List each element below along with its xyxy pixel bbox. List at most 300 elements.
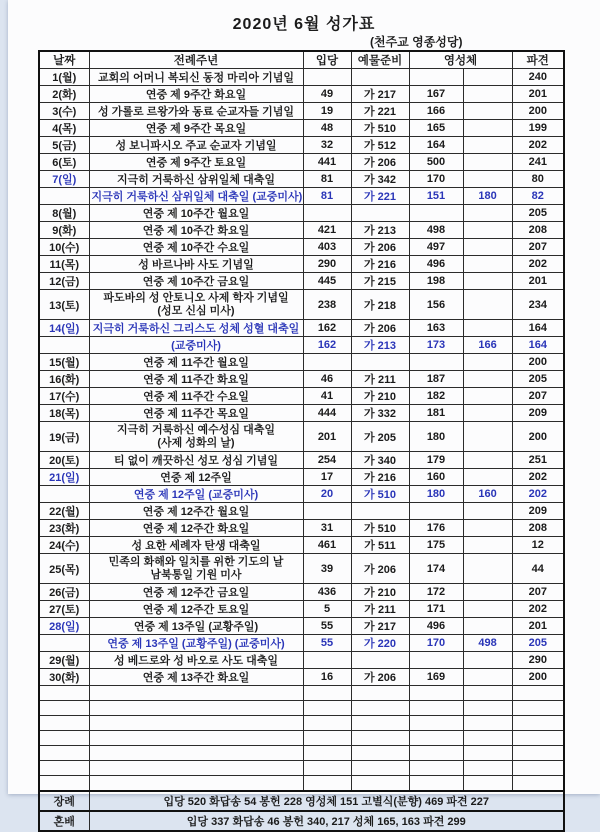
empty-cell bbox=[463, 686, 512, 701]
offertory-cell: 가 205 bbox=[351, 422, 409, 452]
table-row bbox=[39, 137, 564, 154]
communion1-cell: 160 bbox=[409, 469, 463, 486]
empty-cell bbox=[512, 776, 564, 791]
empty-cell bbox=[39, 701, 89, 716]
communion2-cell bbox=[463, 584, 512, 601]
communion1-cell: 181 bbox=[409, 405, 463, 422]
communion1-cell: 176 bbox=[409, 520, 463, 537]
feast-cell: 연중 제 9주간 화요일 bbox=[89, 86, 303, 103]
communion2-cell bbox=[463, 452, 512, 469]
feast-cell bbox=[89, 554, 303, 584]
offertory-cell: 가 342 bbox=[351, 171, 409, 188]
table-row bbox=[39, 635, 564, 652]
table-row bbox=[39, 239, 564, 256]
communion1-cell: 180 bbox=[409, 486, 463, 503]
offertory-cell: 가 221 bbox=[351, 103, 409, 120]
table-row bbox=[39, 337, 564, 354]
dismissal-cell: 200 bbox=[512, 422, 564, 452]
empty-cell bbox=[303, 746, 351, 761]
communion1-cell: 165 bbox=[409, 120, 463, 137]
offertory-cell: 가 210 bbox=[351, 584, 409, 601]
entrance-cell: 49 bbox=[303, 86, 351, 103]
entrance-cell bbox=[303, 354, 351, 371]
date-cell: 22(월) bbox=[39, 503, 89, 520]
dismissal-cell: 201 bbox=[512, 273, 564, 290]
empty-cell bbox=[351, 761, 409, 776]
communion2-cell bbox=[463, 371, 512, 388]
empty-row bbox=[39, 731, 564, 746]
entrance-cell: 55 bbox=[303, 618, 351, 635]
communion1-cell: 151 bbox=[409, 188, 463, 205]
communion1-cell: 170 bbox=[409, 171, 463, 188]
offertory-cell bbox=[351, 503, 409, 520]
empty-cell bbox=[39, 716, 89, 731]
empty-cell bbox=[351, 716, 409, 731]
empty-cell bbox=[512, 731, 564, 746]
communion2-cell bbox=[463, 554, 512, 584]
communion1-cell bbox=[409, 205, 463, 222]
footer-hymn-list: 입당 337 화답송 46 봉헌 340, 217 성체 165, 163 파견 299 bbox=[89, 811, 564, 831]
dismissal-cell: 202 bbox=[512, 256, 564, 273]
entrance-cell: 162 bbox=[303, 320, 351, 337]
table-row bbox=[39, 554, 564, 584]
date-cell: 7(일) bbox=[39, 171, 89, 188]
entrance-cell: 238 bbox=[303, 290, 351, 320]
feast-cell: 성 요한 세례자 탄생 대축일 bbox=[89, 537, 303, 554]
entrance-cell: 39 bbox=[303, 554, 351, 584]
date-cell bbox=[39, 635, 89, 652]
communion2-cell bbox=[463, 388, 512, 405]
dismissal-cell: 82 bbox=[512, 188, 564, 205]
entrance-cell: 5 bbox=[303, 601, 351, 618]
empty-cell bbox=[512, 716, 564, 731]
feast-cell: 연중 제 11주간 수요일 bbox=[89, 388, 303, 405]
feast-line-2: 남북통일 기원 미사 bbox=[150, 568, 242, 581]
dismissal-cell: 205 bbox=[512, 371, 564, 388]
offertory-cell: 가 211 bbox=[351, 601, 409, 618]
empty-cell bbox=[409, 701, 463, 716]
communion1-cell: 169 bbox=[409, 669, 463, 686]
feast-cell: 연중 제 10주간 화요일 bbox=[89, 222, 303, 239]
communion2-cell bbox=[463, 86, 512, 103]
entrance-cell: 201 bbox=[303, 422, 351, 452]
feast-cell: 연중 제 12주간 토요일 bbox=[89, 601, 303, 618]
communion1-cell: 180 bbox=[409, 422, 463, 452]
dismissal-cell: 208 bbox=[512, 222, 564, 239]
entrance-cell: 17 bbox=[303, 469, 351, 486]
empty-cell bbox=[463, 776, 512, 791]
table-row bbox=[39, 371, 564, 388]
dismissal-cell: 201 bbox=[512, 618, 564, 635]
feast-cell: 교회의 어머니 복되신 동정 마리아 기념일 bbox=[89, 69, 303, 86]
table-row bbox=[39, 537, 564, 554]
entrance-cell: 290 bbox=[303, 256, 351, 273]
table-row bbox=[39, 486, 564, 503]
offertory-cell: 가 206 bbox=[351, 320, 409, 337]
date-cell: 17(수) bbox=[39, 388, 89, 405]
offertory-cell: 가 206 bbox=[351, 239, 409, 256]
header-offertory: 예물준비 bbox=[351, 51, 409, 69]
empty-row bbox=[39, 746, 564, 761]
communion1-cell: 496 bbox=[409, 618, 463, 635]
empty-cell bbox=[89, 746, 303, 761]
empty-cell bbox=[512, 701, 564, 716]
entrance-cell: 81 bbox=[303, 188, 351, 205]
dismissal-cell: 200 bbox=[512, 669, 564, 686]
communion2-cell bbox=[463, 239, 512, 256]
date-cell: 11(목) bbox=[39, 256, 89, 273]
feast-line-1: 민족의 화해와 일치를 위한 기도의 날 bbox=[108, 555, 284, 568]
offertory-cell: 가 215 bbox=[351, 273, 409, 290]
communion1-cell bbox=[409, 503, 463, 520]
communion1-cell: 156 bbox=[409, 290, 463, 320]
communion2-cell bbox=[463, 222, 512, 239]
offertory-cell bbox=[351, 69, 409, 86]
page-title: 2020년 6월 성가표 bbox=[232, 16, 376, 33]
entrance-cell bbox=[303, 503, 351, 520]
communion2-cell bbox=[463, 290, 512, 320]
dismissal-cell: 164 bbox=[512, 320, 564, 337]
empty-row bbox=[39, 776, 564, 791]
table-row bbox=[39, 154, 564, 171]
offertory-cell: 가 216 bbox=[351, 469, 409, 486]
communion1-cell bbox=[409, 652, 463, 669]
dismissal-cell: 200 bbox=[512, 103, 564, 120]
empty-cell bbox=[303, 701, 351, 716]
entrance-cell bbox=[303, 69, 351, 86]
dismissal-cell: 202 bbox=[512, 486, 564, 503]
feast-cell: 연중 제 12주일 (교중미사) bbox=[89, 486, 303, 503]
empty-cell bbox=[512, 686, 564, 701]
dismissal-cell: 205 bbox=[512, 635, 564, 652]
communion1-cell bbox=[409, 354, 463, 371]
header-date: 날짜 bbox=[39, 51, 89, 69]
offertory-cell: 가 510 bbox=[351, 486, 409, 503]
table-row bbox=[39, 452, 564, 469]
feast-cell bbox=[89, 290, 303, 320]
empty-cell bbox=[409, 716, 463, 731]
table-row bbox=[39, 103, 564, 120]
offertory-cell bbox=[351, 354, 409, 371]
entrance-cell: 41 bbox=[303, 388, 351, 405]
dismissal-cell: 80 bbox=[512, 171, 564, 188]
dismissal-cell: 164 bbox=[512, 337, 564, 354]
entrance-cell: 403 bbox=[303, 239, 351, 256]
table-row bbox=[39, 320, 564, 337]
dismissal-cell: 241 bbox=[512, 154, 564, 171]
empty-cell bbox=[463, 731, 512, 746]
dismissal-cell: 202 bbox=[512, 469, 564, 486]
communion2-cell bbox=[463, 69, 512, 86]
communion2-cell bbox=[463, 503, 512, 520]
empty-cell bbox=[409, 686, 463, 701]
communion2-cell bbox=[463, 469, 512, 486]
communion1-cell: 182 bbox=[409, 388, 463, 405]
dismissal-cell: 207 bbox=[512, 239, 564, 256]
communion1-cell: 497 bbox=[409, 239, 463, 256]
table-row bbox=[39, 669, 564, 686]
date-cell: 3(수) bbox=[39, 103, 89, 120]
date-cell: 23(화) bbox=[39, 520, 89, 537]
date-cell: 1(월) bbox=[39, 69, 89, 86]
feast-cell: 연중 제 12주간 월요일 bbox=[89, 503, 303, 520]
offertory-cell: 가 332 bbox=[351, 405, 409, 422]
offertory-cell: 가 340 bbox=[351, 452, 409, 469]
table-row bbox=[39, 388, 564, 405]
feast-cell: 연중 제 11주간 목요일 bbox=[89, 405, 303, 422]
empty-cell bbox=[39, 731, 89, 746]
communion1-cell: 163 bbox=[409, 320, 463, 337]
empty-cell bbox=[351, 731, 409, 746]
communion2-cell bbox=[463, 618, 512, 635]
communion1-cell: 198 bbox=[409, 273, 463, 290]
offertory-cell: 가 206 bbox=[351, 669, 409, 686]
feast-cell: 연중 제 12주간 화요일 bbox=[89, 520, 303, 537]
empty-cell bbox=[351, 746, 409, 761]
empty-cell bbox=[89, 776, 303, 791]
entrance-cell: 444 bbox=[303, 405, 351, 422]
dismissal-cell: 208 bbox=[512, 520, 564, 537]
entrance-cell: 16 bbox=[303, 669, 351, 686]
empty-cell bbox=[89, 716, 303, 731]
dismissal-cell: 209 bbox=[512, 405, 564, 422]
feast-cell: 지극히 거룩하신 삼위일체 대축일 bbox=[89, 171, 303, 188]
entrance-cell: 445 bbox=[303, 273, 351, 290]
empty-cell bbox=[351, 776, 409, 791]
header-row bbox=[39, 51, 564, 69]
dismissal-cell: 201 bbox=[512, 86, 564, 103]
communion1-cell: 170 bbox=[409, 635, 463, 652]
communion2-cell bbox=[463, 120, 512, 137]
communion1-cell: 172 bbox=[409, 584, 463, 601]
communion2-cell bbox=[463, 354, 512, 371]
document-page bbox=[8, 0, 600, 828]
communion2-cell bbox=[463, 320, 512, 337]
date-cell: 8(월) bbox=[39, 205, 89, 222]
table-row bbox=[39, 86, 564, 103]
date-cell: 29(월) bbox=[39, 652, 89, 669]
empty-cell bbox=[89, 761, 303, 776]
date-cell: 15(월) bbox=[39, 354, 89, 371]
communion1-cell: 166 bbox=[409, 103, 463, 120]
communion2-cell bbox=[463, 205, 512, 222]
footer-label: 장례 bbox=[39, 791, 89, 811]
feast-cell: 성 베드로와 성 바오로 사도 대축일 bbox=[89, 652, 303, 669]
dismissal-cell: 207 bbox=[512, 388, 564, 405]
feast-line-2: (사제 성화의 날) bbox=[157, 436, 235, 449]
feast-cell: 연중 제 9주간 목요일 bbox=[89, 120, 303, 137]
empty-cell bbox=[39, 686, 89, 701]
dismissal-cell: 205 bbox=[512, 205, 564, 222]
feast-cell: 성 바르나바 사도 기념일 bbox=[89, 256, 303, 273]
communion2-cell bbox=[463, 537, 512, 554]
date-cell: 6(토) bbox=[39, 154, 89, 171]
offertory-cell: 가 210 bbox=[351, 388, 409, 405]
footer-row bbox=[39, 811, 564, 831]
communion1-cell: 496 bbox=[409, 256, 463, 273]
offertory-cell: 가 213 bbox=[351, 337, 409, 354]
dismissal-cell: 44 bbox=[512, 554, 564, 584]
table-row bbox=[39, 188, 564, 205]
date-cell bbox=[39, 486, 89, 503]
offertory-cell: 가 510 bbox=[351, 520, 409, 537]
table-row bbox=[39, 120, 564, 137]
communion2-cell bbox=[463, 422, 512, 452]
empty-cell bbox=[351, 701, 409, 716]
communion2-cell: 498 bbox=[463, 635, 512, 652]
dismissal-cell: 202 bbox=[512, 137, 564, 154]
feast-cell: 연중 제 11주간 월요일 bbox=[89, 354, 303, 371]
empty-cell bbox=[303, 686, 351, 701]
empty-cell bbox=[89, 686, 303, 701]
date-cell: 4(목) bbox=[39, 120, 89, 137]
communion2-cell bbox=[463, 154, 512, 171]
entrance-cell: 19 bbox=[303, 103, 351, 120]
offertory-cell: 가 213 bbox=[351, 222, 409, 239]
hymn-table-body bbox=[39, 69, 564, 831]
communion2-cell bbox=[463, 520, 512, 537]
empty-cell bbox=[463, 761, 512, 776]
entrance-cell: 436 bbox=[303, 584, 351, 601]
empty-cell bbox=[409, 776, 463, 791]
communion2-cell bbox=[463, 273, 512, 290]
date-cell: 26(금) bbox=[39, 584, 89, 601]
empty-row bbox=[39, 701, 564, 716]
date-cell: 14(일) bbox=[39, 320, 89, 337]
table-row bbox=[39, 205, 564, 222]
entrance-cell: 46 bbox=[303, 371, 351, 388]
date-cell: 19(금) bbox=[39, 422, 89, 452]
table-row bbox=[39, 584, 564, 601]
dismissal-cell: 199 bbox=[512, 120, 564, 137]
offertory-cell: 가 217 bbox=[351, 618, 409, 635]
entrance-cell: 32 bbox=[303, 137, 351, 154]
offertory-cell: 가 221 bbox=[351, 188, 409, 205]
entrance-cell: 20 bbox=[303, 486, 351, 503]
feast-cell: 연중 제 11주간 화요일 bbox=[89, 371, 303, 388]
communion1-cell: 187 bbox=[409, 371, 463, 388]
empty-cell bbox=[39, 761, 89, 776]
empty-cell bbox=[89, 731, 303, 746]
communion2-cell bbox=[463, 601, 512, 618]
date-cell: 25(목) bbox=[39, 554, 89, 584]
entrance-cell: 441 bbox=[303, 154, 351, 171]
offertory-cell bbox=[351, 652, 409, 669]
communion2-cell bbox=[463, 103, 512, 120]
offertory-cell: 가 218 bbox=[351, 290, 409, 320]
feast-cell: 연중 제 10주간 금요일 bbox=[89, 273, 303, 290]
empty-cell bbox=[409, 746, 463, 761]
communion1-cell: 173 bbox=[409, 337, 463, 354]
feast-cell: 지극히 거룩하신 그리스도 성체 성혈 대축일 bbox=[89, 320, 303, 337]
table-row bbox=[39, 171, 564, 188]
empty-cell bbox=[463, 746, 512, 761]
page-subtitle: (천주교 영종성당) bbox=[370, 35, 463, 49]
offertory-cell: 가 217 bbox=[351, 86, 409, 103]
communion1-cell: 174 bbox=[409, 554, 463, 584]
empty-row bbox=[39, 761, 564, 776]
date-cell: 5(금) bbox=[39, 137, 89, 154]
date-cell: 30(화) bbox=[39, 669, 89, 686]
feast-cell: 지극히 거룩하신 삼위일체 대축일 (교중미사) bbox=[89, 188, 303, 205]
entrance-cell bbox=[303, 652, 351, 669]
footer-hymn-list: 입당 520 화답송 54 봉헌 228 영성체 151 고별식(분향) 469 파견 227 bbox=[89, 791, 564, 811]
footer-label: 혼배 bbox=[39, 811, 89, 831]
empty-cell bbox=[351, 686, 409, 701]
dismissal-cell: 234 bbox=[512, 290, 564, 320]
header-feast: 전례주년 bbox=[89, 51, 303, 69]
date-cell: 18(목) bbox=[39, 405, 89, 422]
entrance-cell: 254 bbox=[303, 452, 351, 469]
date-cell bbox=[39, 188, 89, 205]
header-entrance: 입당 bbox=[303, 51, 351, 69]
empty-cell bbox=[89, 701, 303, 716]
table-row bbox=[39, 503, 564, 520]
date-cell: 2(화) bbox=[39, 86, 89, 103]
empty-cell bbox=[409, 731, 463, 746]
date-cell: 12(금) bbox=[39, 273, 89, 290]
date-cell: 10(수) bbox=[39, 239, 89, 256]
empty-row bbox=[39, 686, 564, 701]
dismissal-cell: 12 bbox=[512, 537, 564, 554]
offertory-cell: 가 211 bbox=[351, 371, 409, 388]
offertory-cell: 가 206 bbox=[351, 554, 409, 584]
communion1-cell: 167 bbox=[409, 86, 463, 103]
date-cell: 24(수) bbox=[39, 537, 89, 554]
feast-line-2: (성모 신심 미사) bbox=[157, 304, 235, 317]
communion1-cell: 179 bbox=[409, 452, 463, 469]
feast-line-1: 지극히 거룩하신 예수성심 대축일 bbox=[117, 423, 275, 436]
dismissal-cell: 209 bbox=[512, 503, 564, 520]
communion1-cell: 164 bbox=[409, 137, 463, 154]
feast-cell: 성 가롤로 르왕가와 동료 순교자들 기념일 bbox=[89, 103, 303, 120]
empty-cell bbox=[39, 746, 89, 761]
header-dismissal: 파견 bbox=[512, 51, 564, 69]
footer-row bbox=[39, 791, 564, 811]
table-row bbox=[39, 520, 564, 537]
communion2-cell bbox=[463, 137, 512, 154]
offertory-cell: 가 510 bbox=[351, 120, 409, 137]
empty-cell bbox=[303, 731, 351, 746]
table-row bbox=[39, 273, 564, 290]
table-row bbox=[39, 354, 564, 371]
table-row bbox=[39, 290, 564, 320]
empty-cell bbox=[512, 761, 564, 776]
table-row bbox=[39, 618, 564, 635]
offertory-cell: 가 511 bbox=[351, 537, 409, 554]
feast-cell: 연중 제 13주간 화요일 bbox=[89, 669, 303, 686]
communion2-cell: 166 bbox=[463, 337, 512, 354]
feast-cell: 성 보니파시오 주교 순교자 기념일 bbox=[89, 137, 303, 154]
feast-cell: 연중 제 13주일 (교황주일) (교중미사) bbox=[89, 635, 303, 652]
communion2-cell: 180 bbox=[463, 188, 512, 205]
communion2-cell bbox=[463, 405, 512, 422]
communion1-cell: 498 bbox=[409, 222, 463, 239]
table-row bbox=[39, 69, 564, 86]
empty-cell bbox=[512, 746, 564, 761]
date-cell: 28(일) bbox=[39, 618, 89, 635]
empty-cell bbox=[303, 761, 351, 776]
offertory-cell: 가 220 bbox=[351, 635, 409, 652]
table-row bbox=[39, 422, 564, 452]
entrance-cell: 55 bbox=[303, 635, 351, 652]
dismissal-cell: 240 bbox=[512, 69, 564, 86]
feast-cell: 티 없이 깨끗하신 성모 성심 기념일 bbox=[89, 452, 303, 469]
table-row bbox=[39, 222, 564, 239]
table-row bbox=[39, 405, 564, 422]
hymn-table bbox=[38, 50, 565, 832]
feast-cell: 연중 제 12주일 bbox=[89, 469, 303, 486]
